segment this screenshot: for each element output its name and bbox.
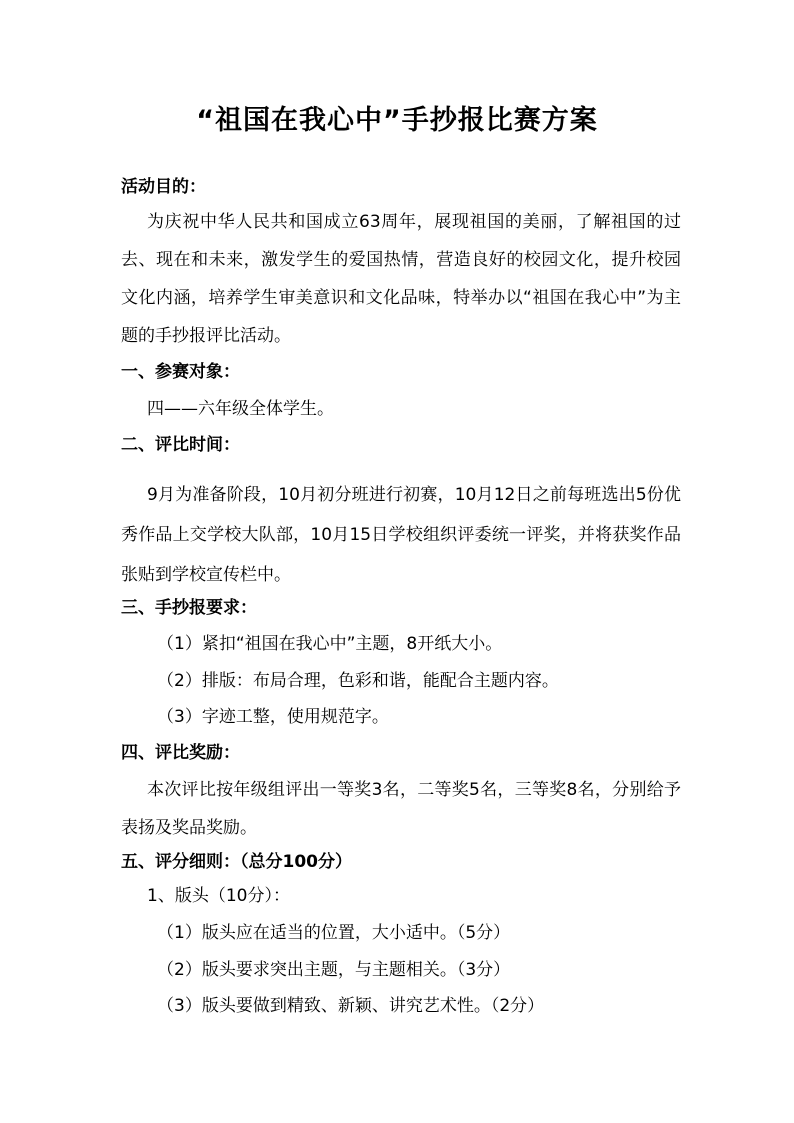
- purpose-heading: 活动目的：: [121, 177, 206, 197]
- section-3-item: （1）紧扣“祖国在我心中”主题，8开纸大小。: [157, 634, 503, 654]
- section-4-heading: 四、评比奖励：: [121, 743, 240, 763]
- section-5-item: （1）版头应在适当的位置，大小适中。（5分）: [157, 923, 511, 943]
- section-3-item: （3）字迹工整，使用规范字。: [157, 707, 389, 727]
- section-4-body: 本次评比按年级组评出一等奖3名，二等奖5名，三等奖8名，分别给予表扬及奖品奖励。: [121, 780, 681, 838]
- section-2-heading: 二、评比时间：: [121, 435, 240, 455]
- section-1-body: 四——六年级全体学生。: [147, 399, 334, 419]
- section-5-item: （2）版头要求突出主题，与主题相关。（3分）: [157, 960, 511, 980]
- purpose-body: 为庆祝中华人民共和国成立63周年，展现祖国的美丽，了解祖国的过去、现在和未来，激发学生的爱国热情，营造良好的校园文化，提升校园文化内涵，培养学生审美意识和文化品味，特举办以“祖国在我心中”为主题的手抄报评比活动。: [121, 212, 681, 346]
- section-2-body: 9月为准备阶段，10月初分班进行初赛，10月12日之前每班选出5份优秀作品上交学校大队部，10月15日学校组织评委统一评奖，并将获奖作品张贴到学校宣传栏中。: [121, 485, 681, 585]
- section-5-item: （3）版头要做到精致、新颖、讲究艺术性。（2分）: [157, 996, 545, 1016]
- section-5-subheading: 1、版头（10分）：: [147, 886, 290, 906]
- section-5-heading: 五、评分细则：（总分100分）: [121, 852, 352, 872]
- page-title: “祖国在我心中”手抄报比赛方案: [196, 105, 598, 136]
- section-3-heading: 三、手抄报要求：: [121, 598, 257, 618]
- section-1-heading: 一、参赛对象：: [121, 362, 240, 382]
- section-3-item: （2）排版：布局合理，色彩和谐，能配合主题内容。: [157, 671, 559, 691]
